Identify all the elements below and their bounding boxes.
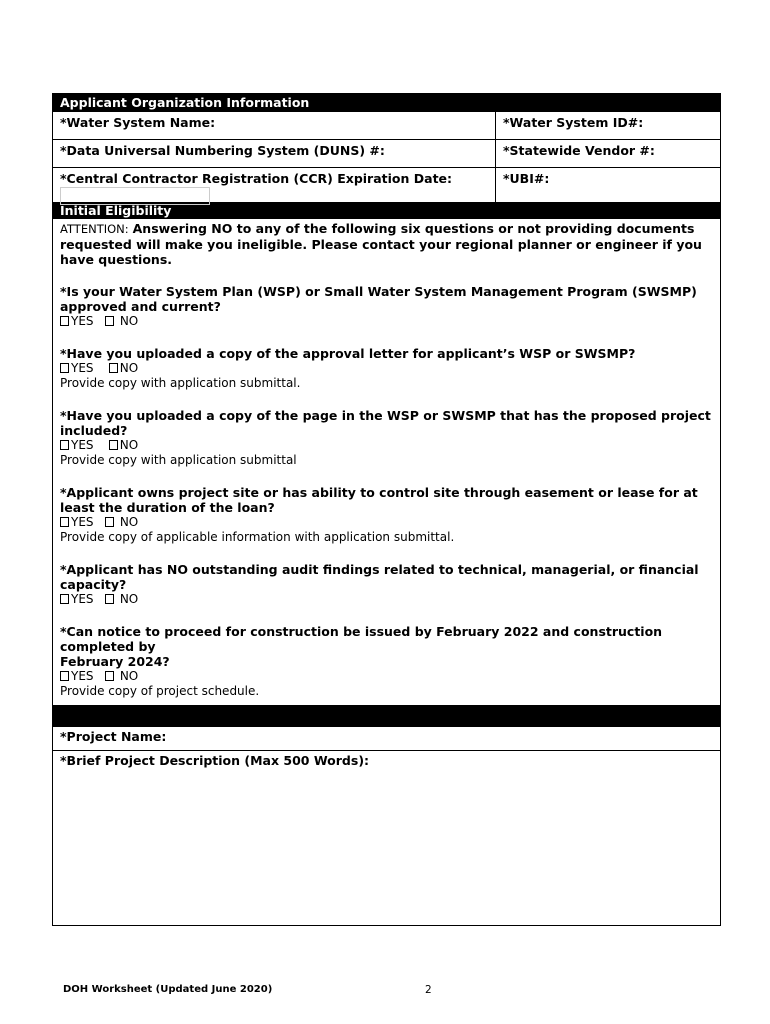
no-checkbox[interactable] (109, 363, 118, 373)
row-water-system (53, 111, 720, 139)
eligibility-section-header: Initial Eligibility (53, 202, 720, 219)
eligibility-body (53, 219, 720, 705)
statewide-vendor-field[interactable]: *Statewide Vendor #: (503, 143, 655, 158)
no-checkbox[interactable] (105, 517, 114, 527)
ubi-field[interactable]: *UBI#: (503, 171, 550, 186)
attention-lead: ATTENTION: (60, 222, 129, 236)
yes-label: YES (71, 361, 94, 375)
question-note: Provide copy with application submittal. (60, 376, 301, 390)
no-checkbox[interactable] (105, 671, 114, 681)
question-2 (60, 346, 713, 391)
no-label: NO (119, 592, 139, 606)
yes-checkbox[interactable] (60, 440, 69, 450)
question-note: Provide copy with application submittal (60, 453, 297, 467)
question-title: *Applicant owns project site or has ability to control site through easement or lease for at least the duration of the loan? (60, 485, 698, 515)
no-label: NO (119, 438, 139, 452)
yes-label: YES (71, 515, 94, 529)
question-options (60, 592, 713, 607)
question-options (60, 669, 713, 684)
no-checkbox[interactable] (105, 316, 114, 326)
question-4 (60, 485, 713, 545)
duns-field[interactable]: *Data Universal Numbering System (DUNS) #: (53, 140, 496, 167)
question-title: *Is your Water System Plan (WSP) or Small Water System Management Program (SWSMP) approved and current? (60, 284, 697, 314)
yes-checkbox[interactable] (60, 671, 69, 681)
yes-checkbox[interactable] (60, 517, 69, 527)
footer-document-label: DOH Worksheet (Updated June 2020) (63, 984, 273, 995)
question-5 (60, 562, 713, 607)
water-system-id-field[interactable]: *Water System ID#: (503, 115, 644, 130)
question-options (60, 515, 713, 530)
row-duns (53, 139, 720, 167)
question-options (60, 314, 713, 329)
no-checkbox[interactable] (105, 594, 114, 604)
yes-checkbox[interactable] (60, 363, 69, 373)
yes-label: YES (71, 314, 94, 328)
page-number: 2 (425, 984, 432, 996)
question-note: Provide copy of project schedule. (60, 684, 260, 698)
ccr-label: *Central Contractor Registration (CCR) Expiration Date: (60, 171, 453, 186)
yes-label: YES (71, 592, 94, 606)
row-ccr (53, 167, 720, 202)
question-3 (60, 408, 713, 468)
yes-label: YES (71, 438, 94, 452)
question-title: *Have you uploaded a copy of the page in the WSP or SWSMP that has the proposed project included? (60, 408, 711, 438)
water-system-name-field[interactable]: *Water System Name: (53, 112, 496, 139)
applicant-section-header: Applicant Organization Information (53, 94, 720, 111)
question-title: *Applicant has NO outstanding audit findings related to technical, managerial, or financial capacity? (60, 562, 699, 592)
attention-note (60, 221, 713, 267)
application-form (52, 93, 721, 926)
question-options (60, 361, 713, 376)
question-6 (60, 624, 713, 699)
project-description-field[interactable]: *Brief Project Description (Max 500 Words): (53, 750, 720, 925)
question-1 (60, 284, 713, 329)
yes-label: YES (71, 669, 94, 683)
question-title-continued: February 2024? (60, 654, 170, 669)
no-label: NO (119, 361, 139, 375)
question-title: *Have you uploaded a copy of the approval letter for applicant’s WSP or SWSMP? (60, 346, 636, 361)
project-name-field[interactable]: *Project Name: (53, 726, 720, 750)
yes-checkbox[interactable] (60, 594, 69, 604)
yes-checkbox[interactable] (60, 316, 69, 326)
no-checkbox[interactable] (109, 440, 118, 450)
ccr-field (53, 168, 496, 202)
attention-text: Answering NO to any of the following six questions or not providing documents requested will make you ineligible. Please contact your regional planner or engineer if you have questions. (60, 221, 702, 267)
no-label: NO (119, 314, 139, 328)
question-options (60, 438, 713, 453)
no-label: NO (119, 669, 139, 683)
project-section-header (53, 705, 720, 726)
question-note: Provide copy of applicable information with application submittal. (60, 530, 455, 544)
question-title: *Can notice to proceed for construction be issued by February 2022 and construction completed by (60, 624, 663, 654)
no-label: NO (119, 515, 139, 529)
